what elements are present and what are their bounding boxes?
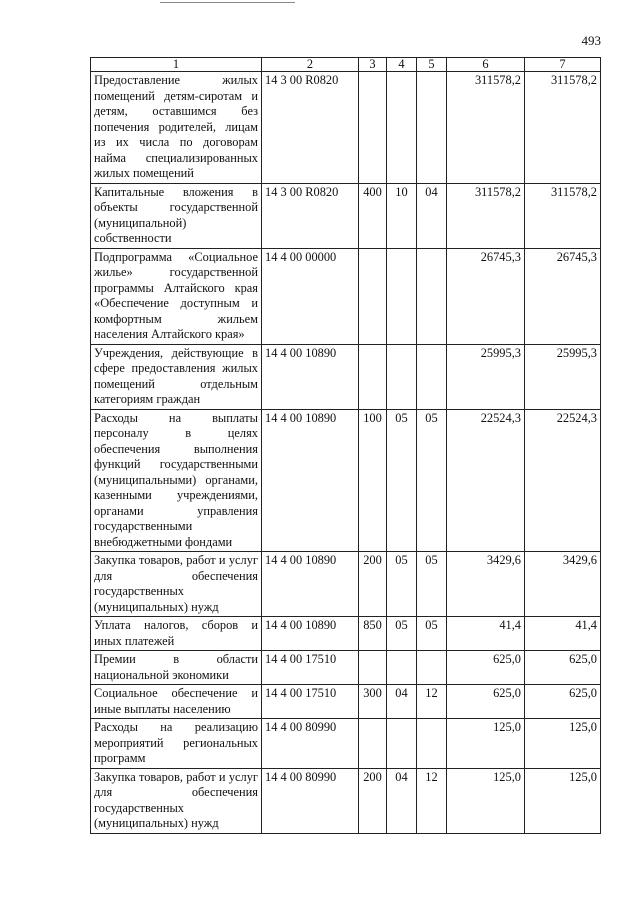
row-rz: 10 xyxy=(387,183,417,248)
row-rz: 05 xyxy=(387,409,417,552)
row-vr xyxy=(359,72,387,184)
row-sum-2: 625,0 xyxy=(525,651,601,685)
row-rz: 05 xyxy=(387,552,417,617)
row-vr xyxy=(359,344,387,409)
row-sum-1: 311578,2 xyxy=(447,183,525,248)
row-code: 14 4 00 10890 xyxy=(262,344,359,409)
header-col-4: 4 xyxy=(387,58,417,72)
row-sum-2: 26745,3 xyxy=(525,248,601,344)
row-sum-1: 311578,2 xyxy=(447,72,525,184)
header-row xyxy=(91,58,601,72)
row-sum-1: 625,0 xyxy=(447,651,525,685)
header-col-1: 1 xyxy=(91,58,262,72)
row-code: 14 4 00 10890 xyxy=(262,552,359,617)
row-vr xyxy=(359,719,387,769)
row-code: 14 3 00 R0820 xyxy=(262,72,359,184)
row-rz: 04 xyxy=(387,768,417,833)
row-code: 14 4 00 10890 xyxy=(262,409,359,552)
header-col-6: 6 xyxy=(447,58,525,72)
row-vr: 850 xyxy=(359,617,387,651)
table-row xyxy=(91,685,601,719)
table-row xyxy=(91,72,601,184)
row-vr: 100 xyxy=(359,409,387,552)
row-name: Капитальные вложения в объекты государственной (муниципальной) собственности xyxy=(91,183,262,248)
header-col-3: 3 xyxy=(359,58,387,72)
header-col-2: 2 xyxy=(262,58,359,72)
row-pr: 12 xyxy=(417,685,447,719)
row-vr: 400 xyxy=(359,183,387,248)
row-sum-2: 25995,3 xyxy=(525,344,601,409)
budget-table xyxy=(90,57,601,834)
row-pr: 05 xyxy=(417,409,447,552)
table-row xyxy=(91,552,601,617)
row-rz: 05 xyxy=(387,617,417,651)
row-name: Закупка товаров, работ и услуг для обеспечения государственных (муниципальных) нужд xyxy=(91,768,262,833)
row-sum-1: 26745,3 xyxy=(447,248,525,344)
row-pr xyxy=(417,651,447,685)
row-name: Социальное обеспечение и иные выплаты населению xyxy=(91,685,262,719)
row-pr xyxy=(417,719,447,769)
header-col-7: 7 xyxy=(525,58,601,72)
row-pr: 12 xyxy=(417,768,447,833)
row-vr: 300 xyxy=(359,685,387,719)
row-code: 14 4 00 80990 xyxy=(262,768,359,833)
row-code: 14 4 00 17510 xyxy=(262,685,359,719)
row-name: Уплата налогов, сборов и иных платежей xyxy=(91,617,262,651)
row-pr: 05 xyxy=(417,552,447,617)
row-pr xyxy=(417,248,447,344)
row-rz xyxy=(387,248,417,344)
row-sum-2: 41,4 xyxy=(525,617,601,651)
table-row xyxy=(91,651,601,685)
row-name: Премии в области национальной экономики xyxy=(91,651,262,685)
header-col-5: 5 xyxy=(417,58,447,72)
row-code: 14 3 00 R0820 xyxy=(262,183,359,248)
table-row xyxy=(91,344,601,409)
row-sum-2: 125,0 xyxy=(525,768,601,833)
row-sum-2: 311578,2 xyxy=(525,183,601,248)
row-vr xyxy=(359,248,387,344)
table-row xyxy=(91,768,601,833)
row-pr xyxy=(417,344,447,409)
top-rule xyxy=(160,2,295,3)
row-sum-2: 311578,2 xyxy=(525,72,601,184)
row-name: Закупка товаров, работ и услуг для обеспечения государственных (муниципальных) нужд xyxy=(91,552,262,617)
row-rz xyxy=(387,72,417,184)
row-sum-1: 25995,3 xyxy=(447,344,525,409)
row-sum-1: 3429,6 xyxy=(447,552,525,617)
row-name: Подпрограмма «Социальное жилье» государственной программы Алтайского края «Обеспечение доступным и комфортным жильем населения Алтайского края» xyxy=(91,248,262,344)
row-code: 14 4 00 17510 xyxy=(262,651,359,685)
row-pr: 04 xyxy=(417,183,447,248)
row-vr: 200 xyxy=(359,768,387,833)
table-row xyxy=(91,617,601,651)
row-sum-1: 41,4 xyxy=(447,617,525,651)
row-name: Расходы на реализацию мероприятий региональных программ xyxy=(91,719,262,769)
row-code: 14 4 00 10890 xyxy=(262,617,359,651)
row-pr: 05 xyxy=(417,617,447,651)
table-row xyxy=(91,183,601,248)
row-sum-2: 3429,6 xyxy=(525,552,601,617)
table-row xyxy=(91,409,601,552)
row-vr: 200 xyxy=(359,552,387,617)
table-row xyxy=(91,719,601,769)
row-sum-2: 22524,3 xyxy=(525,409,601,552)
table-row xyxy=(91,248,601,344)
row-sum-2: 625,0 xyxy=(525,685,601,719)
row-sum-1: 625,0 xyxy=(447,685,525,719)
row-sum-1: 125,0 xyxy=(447,719,525,769)
row-code: 14 4 00 00000 xyxy=(262,248,359,344)
row-code: 14 4 00 80990 xyxy=(262,719,359,769)
row-name: Расходы на выплаты персоналу в целях обеспечения выполнения функций государственными (муниципальными) органами, казенными учреждениями, органами управления государственными внебюджетными фондами xyxy=(91,409,262,552)
page-number: 493 xyxy=(581,33,601,48)
row-rz xyxy=(387,344,417,409)
row-name: Учреждения, действующие в сфере предоставления жилых помещений отдельным категориям граждан xyxy=(91,344,262,409)
row-name: Предоставление жилых помещений детям-сиротам и детям, оставшимся без попечения родителей, лицам из их числа по договорам найма специализированных жилых помещений xyxy=(91,72,262,184)
row-vr xyxy=(359,651,387,685)
row-sum-2: 125,0 xyxy=(525,719,601,769)
row-rz xyxy=(387,651,417,685)
row-sum-1: 22524,3 xyxy=(447,409,525,552)
row-rz xyxy=(387,719,417,769)
row-pr xyxy=(417,72,447,184)
row-rz: 04 xyxy=(387,685,417,719)
row-sum-1: 125,0 xyxy=(447,768,525,833)
